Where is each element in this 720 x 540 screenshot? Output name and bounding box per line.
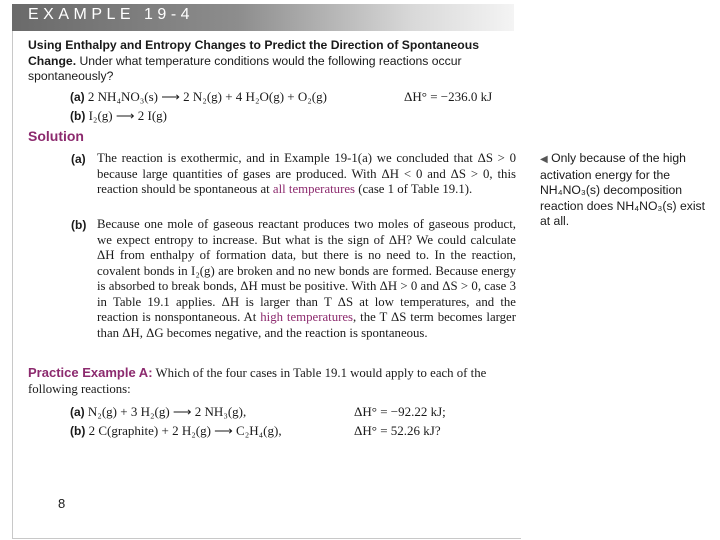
practice-title: Practice Example A: [28, 365, 153, 380]
practice-b [70, 423, 282, 439]
page-number: 8 [58, 496, 66, 511]
solution-a-part1: The reaction is exothermic, and in Example 19-1(a) we concluded that ΔS > 0 because large quantities of gases are produced. With ΔH < 0 and ΔS > 0, this reaction should be spontaneous at [97, 151, 516, 196]
practice-text: Which of the four cases in Table 19.1 would apply to each of the following reactions: [28, 366, 487, 396]
practice-a-label: (a) [70, 405, 85, 419]
intro-bold: Using Enthalpy and Entropy Changes to Predict the Direction of Spontaneous Change. [28, 38, 479, 68]
practice-b-label: (b) [70, 424, 86, 438]
reaction-b [70, 108, 167, 124]
margin-arrow-icon: ◀ [540, 154, 548, 165]
practice-a-equation: N₂(g) + 3 H₂(g) ⟶ 2 NH₃(g), [87, 404, 247, 419]
margin-note-text: Only because of the high activation energy for the NH₄NO₃(s) decomposition reaction does NH₄NO₃(s) exist at all. [540, 151, 706, 228]
reaction-b-label: (b) [70, 109, 86, 123]
solution-b-highlight: high temperatures [260, 310, 354, 324]
reaction-a [70, 89, 327, 105]
practice-a [70, 404, 246, 420]
practice-example [28, 365, 516, 397]
solution-a-label: (a) [71, 152, 86, 166]
reaction-a-enthalpy: ΔH° = −236.0 kJ [404, 89, 493, 104]
solution-b-part2: , the T ΔS term becomes larger than ΔH, ΔG becomes negative, and the reaction is spontaneous. [97, 310, 517, 340]
reaction-a-label: (a) [70, 90, 85, 104]
practice-a-enthalpy: ΔH° = −92.22 kJ; [354, 404, 446, 419]
intro-text: Under what temperature conditions would the following reactions occur spontaneously? [28, 53, 462, 83]
reaction-a-equation: 2 NH₄NO₃(s) ⟶ 2 N₂(g) + 4 H₂O(g) + O₂(g) [87, 89, 327, 104]
example-title: EXAMPLE 19-4 [28, 6, 195, 23]
solution-a-highlight: all temperatures [272, 182, 355, 196]
practice-b-equation: 2 C(graphite) + 2 H₂(g) ⟶ C₂H₄(g), [88, 423, 282, 438]
margin-note [540, 151, 715, 230]
solution-b-label: (b) [71, 218, 87, 232]
practice-b-enthalpy: ΔH° = 52.26 kJ? [354, 423, 441, 438]
example-intro [28, 38, 516, 85]
solution-b-text [97, 217, 516, 341]
solution-heading: Solution [28, 128, 84, 144]
reaction-b-equation: I₂(g) ⟶ 2 I(g) [88, 108, 167, 123]
solution-b-part1: Because one mole of gaseous reactant produces two moles of gaseous product, we expect entropy to increase. But what is the sign of ΔH? We could calculate ΔH from enthalpy of formation data, but there is no need to. In the reaction, covalent bonds in I₂(g) are broken and no new bonds are formed. Because energy is absorbed to break bonds, ΔH must be positive. With ΔH > 0 and ΔS > 0, case 3 in Table 19.1 applies. ΔH is larger than T ΔS at low temperatures, and the reaction is nonspontaneous. At [97, 217, 516, 324]
solution-a-text [97, 151, 516, 198]
solution-a-part2: (case 1 of Table 19.1). [355, 182, 473, 196]
